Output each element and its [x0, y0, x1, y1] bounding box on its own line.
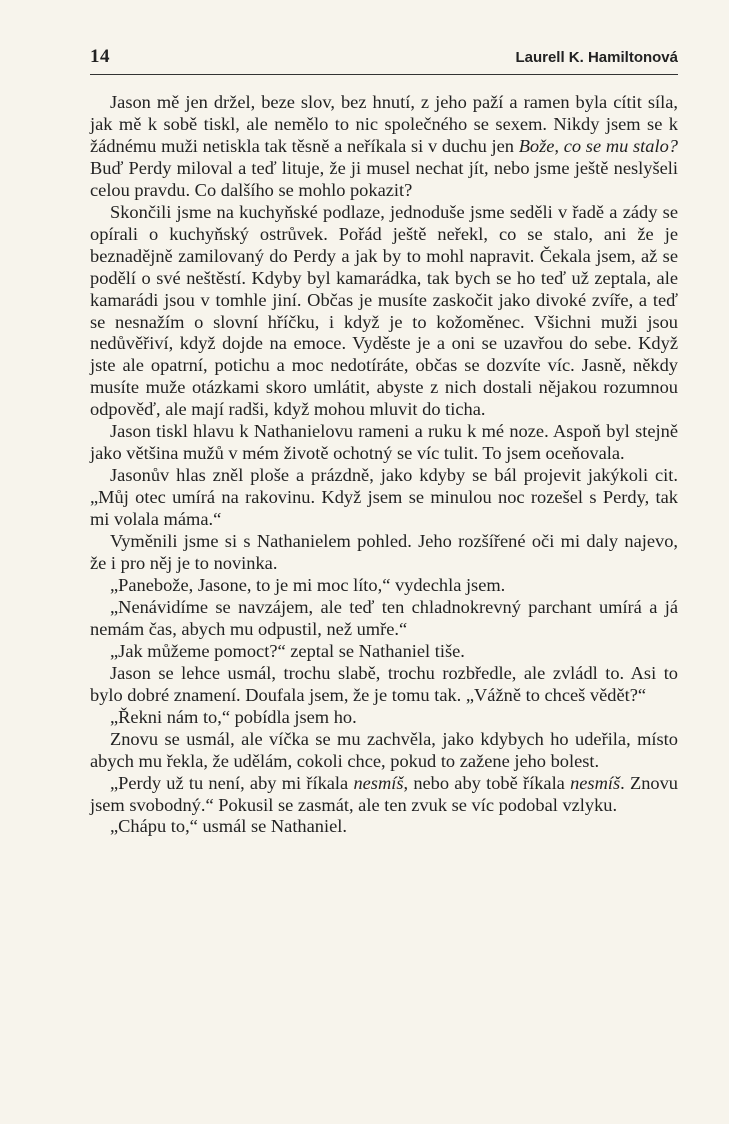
text-run: Vyměnili jsme si s Nathanielem pohled. Jeho rozšířené oči mi daly najevo, že i pro něj je to novinka. [90, 531, 678, 574]
text-run: „Řekni nám to,“ pobídla jsem ho. [110, 706, 357, 727]
italic-run: nesmíš [570, 772, 621, 793]
running-head-author: Laurell K. Hamiltonová [515, 49, 678, 66]
text-run: „Jak můžeme pomoct?“ zeptal se Nathaniel tiše. [110, 640, 465, 661]
paragraph [90, 816, 678, 838]
italic-run: nesmíš [353, 772, 404, 793]
paragraph [90, 202, 678, 422]
paragraph [90, 531, 678, 575]
page-header [90, 44, 678, 75]
paragraph [90, 641, 678, 663]
paragraph [90, 773, 678, 817]
paragraph [90, 597, 678, 641]
text-run: „Chápu to,“ usmál se Nathaniel. [110, 816, 347, 837]
paragraph [90, 729, 678, 773]
paragraph [90, 575, 678, 597]
text-run: Znovu se usmál, ale víčka se mu zachvěla, jako kdybych ho udeřila, místo abych mu řekla, že udělám, cokoli chce, pokud to zažene jeho bolest. [90, 728, 678, 771]
paragraph [90, 465, 678, 531]
text-run: Jason se lehce usmál, trochu slabě, trochu rozbředle, ale zvládl to. Asi to bylo dobré znamení. Doufala jsem, že je tomu tak. „Vážně to chceš vědět?“ [90, 662, 678, 705]
body-text [90, 92, 678, 838]
text-run: . Znovu jsem svobodný.“ Pokusil se zasmát, ale ten zvuk se víc podobal vzlyku. [90, 772, 678, 815]
paragraph [90, 707, 678, 729]
text-run: „Perdy už tu není, aby mi říkala [110, 772, 354, 793]
text-run: Skončili jsme na kuchyňské podlaze, jednoduše jsme seděli v řadě a zády se opírali o kuchyňský ostrůvek. Pořád ještě neřekl, co se stalo, ani že je beznadějně zamilovaný do Perdy a jak by to mohl napravit. Čekala jsem, až se podělí o své neštěstí. Kdyby byl kamarádka, tak bych se ho teď už zeptala, ale kamarádi jsou v tomhle jiní. Občas je musíte zaskočit jako divoké zvíře, a teď se nesnažím o slovní hříčku, i když je to kožoměnec. Všichni muži jsou nedůvěřiví, když dojde na emoce. Vyděste je a oni se uzavřou do sebe. Když jste ale opatrní, potichu a moc nedotíráte, občas se dozvíte víc. Jasně, někdy musíte muže otázkami skoro umlátit, abyste z nich dostali nějakou rozumnou odpověď, ale mají radši, když mohou mluvit do ticha. [90, 201, 678, 420]
text-run: Jason tiskl hlavu k Nathanielovu rameni a ruku k mé noze. Aspoň byl stejně jako většina mužů v mém životě ochotný se víc tulit. To jsem oceňovala. [90, 421, 678, 464]
paragraph [90, 421, 678, 465]
italic-run: Bože, co se mu stalo? [518, 135, 678, 156]
paragraph [90, 92, 678, 202]
text-run: „Nenávidíme se navzájem, ale teď ten chladnokrevný parchant umírá a já nemám čas, abych mu odpustil, než umře.“ [90, 596, 678, 639]
text-run: Jason mě jen držel, beze slov, bez hnutí, z jeho paží a ramen byla cítit síla, jak mě k sobě tiskl, ale nemělo to nic společného se sexem. Nikdy jsem se k žádnému muži netiskla tak těsně a neříkala si v duchu jen [90, 92, 678, 156]
paragraph [90, 663, 678, 707]
text-run: „Panebože, Jasone, to je mi moc líto,“ vydechla jsem. [110, 574, 506, 595]
text-run: Jasonův hlas zněl ploše a prázdně, jako kdyby se bál projevit jakýkoli cit. „Můj otec umírá na rakovinu. Když jsem se minulou noc rozešel s Perdy, tak mi volala máma.“ [90, 465, 678, 530]
page-number: 14 [90, 46, 110, 67]
text-run: Buď Perdy miloval a teď lituje, že ji musel nechat jít, nebo jsme ještě neslyšeli celou pravdu. Co dalšího se mohlo pokazit? [90, 157, 678, 200]
text-run: , nebo aby tobě říkala [403, 772, 571, 793]
